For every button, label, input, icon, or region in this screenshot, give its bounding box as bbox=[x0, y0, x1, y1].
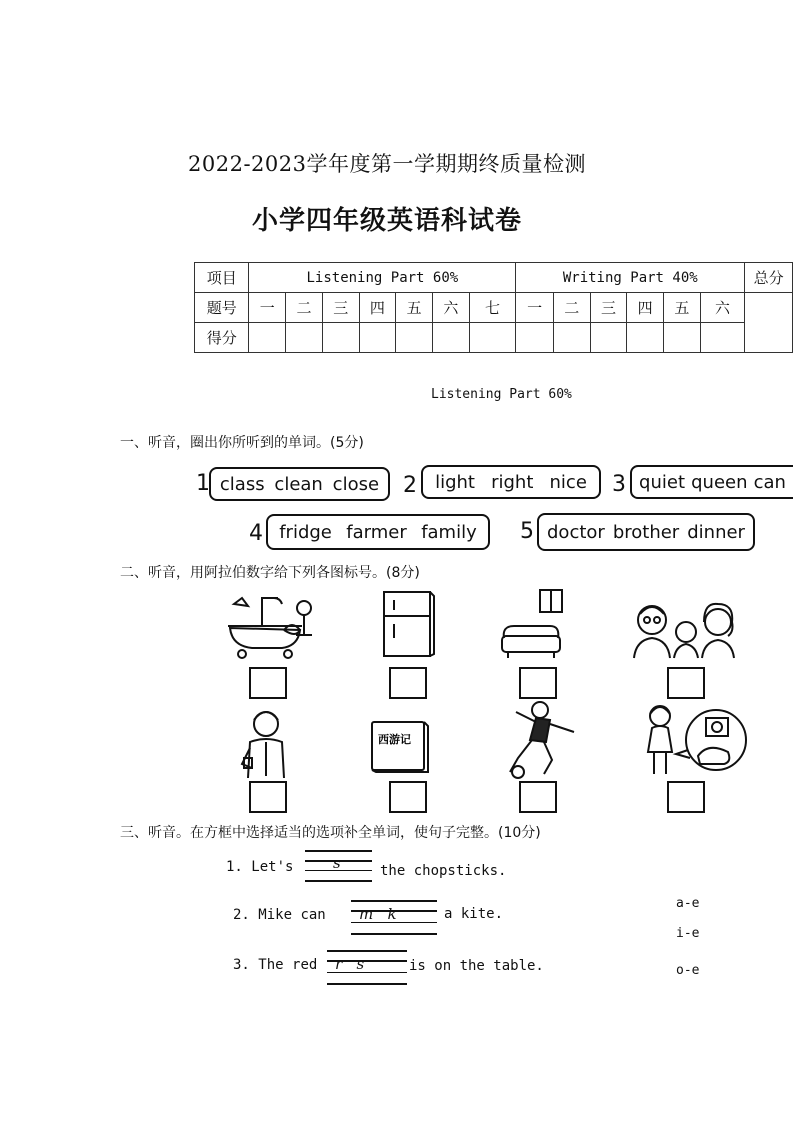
answer-box[interactable] bbox=[389, 781, 427, 813]
word-group-1 bbox=[209, 467, 390, 501]
word-option[interactable]: can bbox=[753, 471, 786, 493]
answer-box[interactable] bbox=[519, 667, 557, 699]
blank-1[interactable] bbox=[305, 848, 372, 884]
word-option[interactable]: light bbox=[435, 471, 475, 493]
answer-box[interactable] bbox=[389, 667, 427, 699]
score-cell[interactable] bbox=[516, 323, 554, 353]
listening-q-num: 三 bbox=[322, 293, 359, 323]
total-score-cell[interactable] bbox=[745, 293, 793, 353]
writing-part-header: Writing Part 40% bbox=[516, 263, 745, 293]
total-header: 总分 bbox=[745, 263, 793, 293]
score-cell[interactable] bbox=[553, 323, 590, 353]
exam-year-title: 2022-2023学年度第一学期期终质量检测 bbox=[188, 152, 586, 176]
score-table bbox=[194, 262, 793, 353]
sentence-after-text: the chopsticks. bbox=[380, 863, 507, 879]
listening-q-num: 七 bbox=[469, 293, 516, 323]
row-label-score: 得分 bbox=[195, 323, 249, 353]
group-number: 5 bbox=[520, 519, 534, 544]
answer-box[interactable] bbox=[249, 667, 287, 699]
word-option[interactable]: right bbox=[491, 471, 534, 493]
word-group-5 bbox=[537, 513, 755, 551]
listening-q-num: 六 bbox=[432, 293, 469, 323]
book-title-text: 西游记 bbox=[378, 733, 411, 746]
word-option[interactable]: quiet bbox=[639, 471, 686, 493]
score-cell[interactable] bbox=[322, 323, 359, 353]
handwritten-letters: m k bbox=[359, 905, 397, 923]
answer-box[interactable] bbox=[249, 781, 287, 813]
fridge-picture bbox=[380, 588, 435, 660]
word-option[interactable]: family bbox=[421, 521, 477, 543]
writing-q-num: 二 bbox=[553, 293, 590, 323]
writing-q-num: 六 bbox=[700, 293, 745, 323]
score-cell[interactable] bbox=[359, 323, 396, 353]
writing-q-num: 四 bbox=[627, 293, 664, 323]
word-option[interactable]: class bbox=[219, 473, 265, 495]
score-cell[interactable] bbox=[286, 323, 323, 353]
group-number: 4 bbox=[249, 521, 263, 546]
group-number: 2 bbox=[403, 473, 417, 498]
sentence-3-start bbox=[233, 957, 317, 973]
score-cell[interactable] bbox=[627, 323, 664, 353]
doctor-picture bbox=[238, 708, 294, 780]
word-option[interactable]: nice bbox=[549, 471, 587, 493]
listening-q-num: 四 bbox=[359, 293, 396, 323]
book-picture bbox=[368, 716, 430, 774]
living-room-picture bbox=[496, 586, 566, 660]
answer-box[interactable] bbox=[519, 781, 557, 813]
listening-q-num: 一 bbox=[249, 293, 286, 323]
score-cell[interactable] bbox=[249, 323, 286, 353]
bathroom-picture bbox=[222, 590, 317, 660]
score-cell[interactable] bbox=[396, 323, 433, 353]
row-label-number: 题号 bbox=[195, 293, 249, 323]
score-cell[interactable] bbox=[590, 323, 627, 353]
word-group-2 bbox=[421, 465, 601, 499]
option-a-e: a-e bbox=[676, 896, 700, 911]
writing-q-num: 五 bbox=[664, 293, 701, 323]
word-option[interactable]: farmer bbox=[346, 521, 407, 543]
word-option[interactable]: brother bbox=[612, 521, 680, 543]
listening-q-num: 二 bbox=[286, 293, 323, 323]
section1-title: 一、听音，圈出你所听到的单词。(5分) bbox=[120, 435, 364, 451]
writing-q-num: 三 bbox=[590, 293, 627, 323]
sentence-number: 3. bbox=[233, 957, 250, 973]
word-option[interactable]: dinner bbox=[687, 521, 745, 543]
mother-cooking-picture bbox=[640, 702, 750, 780]
answer-box[interactable] bbox=[667, 781, 705, 813]
writing-q-num: 一 bbox=[516, 293, 554, 323]
word-option[interactable]: fridge bbox=[279, 521, 332, 543]
listening-part-header: Listening Part 60% bbox=[249, 263, 516, 293]
blank-2[interactable] bbox=[351, 898, 437, 936]
sentence-2-start bbox=[233, 907, 326, 923]
sentence-number: 1. bbox=[226, 859, 243, 875]
listening-q-num: 五 bbox=[396, 293, 433, 323]
answer-box[interactable] bbox=[667, 667, 705, 699]
option-o-e: o-e bbox=[676, 963, 700, 978]
sentence-before-text: Mike can bbox=[258, 907, 326, 923]
word-option[interactable]: doctor bbox=[547, 521, 605, 543]
listening-part-heading: Listening Part 60% bbox=[431, 387, 572, 402]
word-group-3 bbox=[630, 465, 793, 499]
score-cell[interactable] bbox=[700, 323, 745, 353]
score-cell[interactable] bbox=[469, 323, 516, 353]
sentence-before-text: Let's bbox=[251, 859, 294, 875]
group-number: 3 bbox=[612, 472, 626, 497]
score-cell[interactable] bbox=[432, 323, 469, 353]
exam-subject-title: 小学四年级英语科试卷 bbox=[252, 206, 523, 236]
handwritten-letters: s bbox=[333, 854, 341, 872]
word-option[interactable]: close bbox=[332, 473, 380, 495]
handwritten-letters: r s bbox=[335, 955, 365, 973]
sentence-1-start bbox=[226, 859, 293, 875]
football-player-picture bbox=[496, 698, 582, 780]
group-number: 1 bbox=[196, 471, 210, 496]
word-option[interactable]: queen bbox=[691, 471, 748, 493]
sentence-after-text: a kite. bbox=[444, 906, 504, 922]
row-label-item: 项目 bbox=[195, 263, 249, 293]
section2-title: 二、听音，用阿拉伯数字给下列各图标号。(8分) bbox=[120, 565, 420, 581]
blank-3[interactable] bbox=[327, 948, 407, 986]
sentence-number: 2. bbox=[233, 907, 250, 923]
section3-title: 三、听音。在方框中选择适当的选项补全单词，使句子完整。(10分) bbox=[120, 825, 541, 841]
word-group-4 bbox=[266, 514, 490, 550]
sentence-before-text: The red bbox=[258, 957, 318, 973]
score-cell[interactable] bbox=[664, 323, 701, 353]
sentence-after-text: is on the table. bbox=[409, 958, 544, 974]
option-i-e: i-e bbox=[676, 926, 700, 941]
word-option[interactable]: clean bbox=[274, 473, 323, 495]
family-picture bbox=[630, 600, 740, 660]
